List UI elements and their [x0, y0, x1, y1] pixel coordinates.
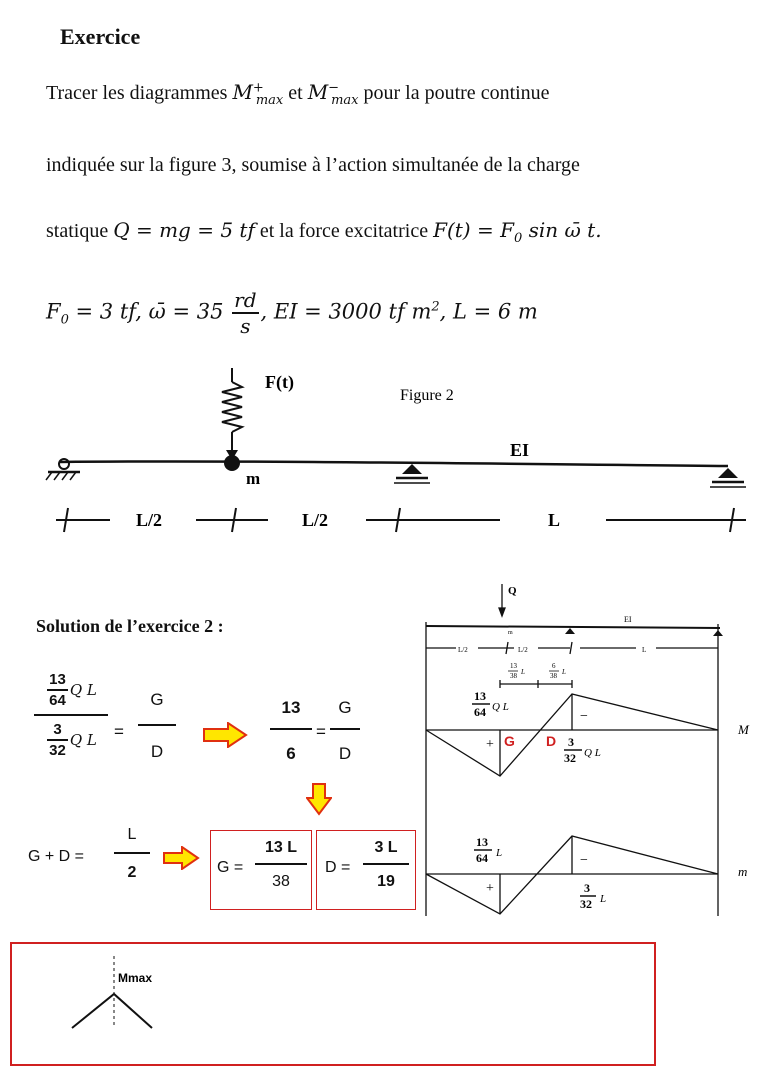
ei-small-label: EI: [624, 615, 632, 624]
span-1-small: L/2: [458, 646, 468, 654]
m-axis-small-label: m: [738, 864, 748, 879]
span-3-small: L: [642, 646, 647, 654]
m2-support-num: 3: [584, 881, 590, 895]
text-segment: statique: [46, 220, 114, 242]
g-dim-den: 38: [510, 672, 517, 680]
force-eq: $F(t) = F_0$ sin ω̄ t.: [433, 218, 602, 246]
eq1-equals: =: [114, 722, 124, 741]
middle-support-icon: [394, 464, 430, 483]
m-peak-den: 64: [474, 705, 486, 719]
m2-support-suffix: L: [600, 893, 607, 905]
static-load-eq: Q = mg = 5 tf: [113, 218, 255, 242]
m2-support-den: 32: [580, 897, 592, 911]
text-segment: Tracer les diagrammes: [46, 82, 233, 104]
d-lhs: D =: [325, 859, 351, 876]
ei-label: EI: [510, 440, 530, 460]
g-result-box: [210, 830, 312, 910]
m-small-label: m: [508, 630, 513, 636]
sum-fraction: L 2: [114, 826, 150, 882]
mmax-sketch: [52, 948, 212, 1038]
d-marker: D: [546, 733, 557, 749]
figure-caption: Figure 2: [400, 387, 454, 404]
exercise-title: Exercice: [60, 24, 141, 49]
minus-sign: −: [580, 853, 588, 868]
beam-figure: [0, 360, 768, 550]
force-label: F(t): [265, 372, 294, 392]
eq1-right-fraction: G D: [138, 690, 176, 762]
m-plus-max: $M^+_{max}$: [232, 80, 284, 108]
m2-peak-den: 64: [476, 851, 488, 865]
eq1-left-fraction: $\frac{13}{64}$ Q L $\frac{3}{32}$ Q L: [34, 672, 108, 758]
d-dim-suffix: L: [562, 668, 566, 676]
text-segment: pour la poutre continue: [358, 82, 550, 104]
q-label: Q: [508, 585, 517, 597]
d-fraction: 3 L 19: [363, 839, 409, 891]
eq2-left-fraction: 13 6: [270, 698, 312, 764]
span-2-label: L/2: [302, 510, 329, 530]
span-2-small: L/2: [518, 646, 528, 654]
m-minus-max: $M^-_{max}$: [307, 80, 359, 108]
plus-sign: +: [486, 737, 494, 752]
arrow-right-icon: [162, 846, 200, 870]
g-dim-num: 13: [510, 662, 517, 670]
text-segment: et la force excitatrice: [254, 220, 434, 242]
span-1-label: L/2: [136, 510, 163, 530]
m2-peak-suffix: L: [496, 847, 503, 859]
arrow-right-icon: [202, 722, 248, 748]
parameters-line: $F_0 = 3$ tf, ω̄ = 35 $\frac{rd}{s}$ , EI = 3000 tf $m^2$, L = 6 m: [46, 288, 538, 338]
m-support-suffix: Q L: [584, 747, 601, 759]
arrow-down-icon: [306, 782, 332, 816]
eq2-equals: =: [316, 722, 326, 741]
d-dim-den: 38: [550, 672, 557, 680]
right-support-icon: [710, 468, 746, 487]
m-peak-suffix: Q L: [492, 701, 509, 713]
eq2-right-fraction: G D: [330, 698, 360, 764]
frac-num: rd: [234, 288, 257, 312]
g-lhs: G =: [217, 859, 244, 876]
plus-sign: +: [486, 881, 494, 896]
frac-den: s: [240, 314, 251, 338]
m2-peak-num: 13: [476, 835, 488, 849]
mass-label: m: [246, 469, 261, 488]
m-axis-label: M: [738, 722, 749, 737]
g-fraction: 13 L 38: [255, 839, 307, 891]
mmax-label: Mmax: [118, 971, 153, 985]
span-3-label: L: [548, 510, 561, 530]
text-segment: et: [283, 82, 308, 104]
bottom-red-box: [10, 942, 656, 1066]
m-peak-num: 13: [474, 689, 486, 703]
d-dim-num: 6: [552, 662, 556, 670]
moment-diagram: [420, 580, 768, 920]
d-result-box: [316, 830, 416, 910]
problem-line-3: [46, 218, 602, 246]
problem-line-2: indiquée sur la figure 3, soumise à l’action simultanée de la charge: [46, 154, 580, 176]
m-support-den: 32: [564, 751, 576, 765]
g-dim-suffix: L: [521, 668, 525, 676]
solution-heading: Solution de l’exercice 2 :: [36, 616, 224, 636]
minus-sign: −: [580, 709, 588, 724]
problem-line-1: [46, 80, 550, 108]
sum-lhs: G + D =: [28, 848, 85, 865]
m-support-num: 3: [568, 735, 574, 749]
g-marker: G: [504, 733, 515, 749]
mass-dot: [224, 455, 240, 471]
